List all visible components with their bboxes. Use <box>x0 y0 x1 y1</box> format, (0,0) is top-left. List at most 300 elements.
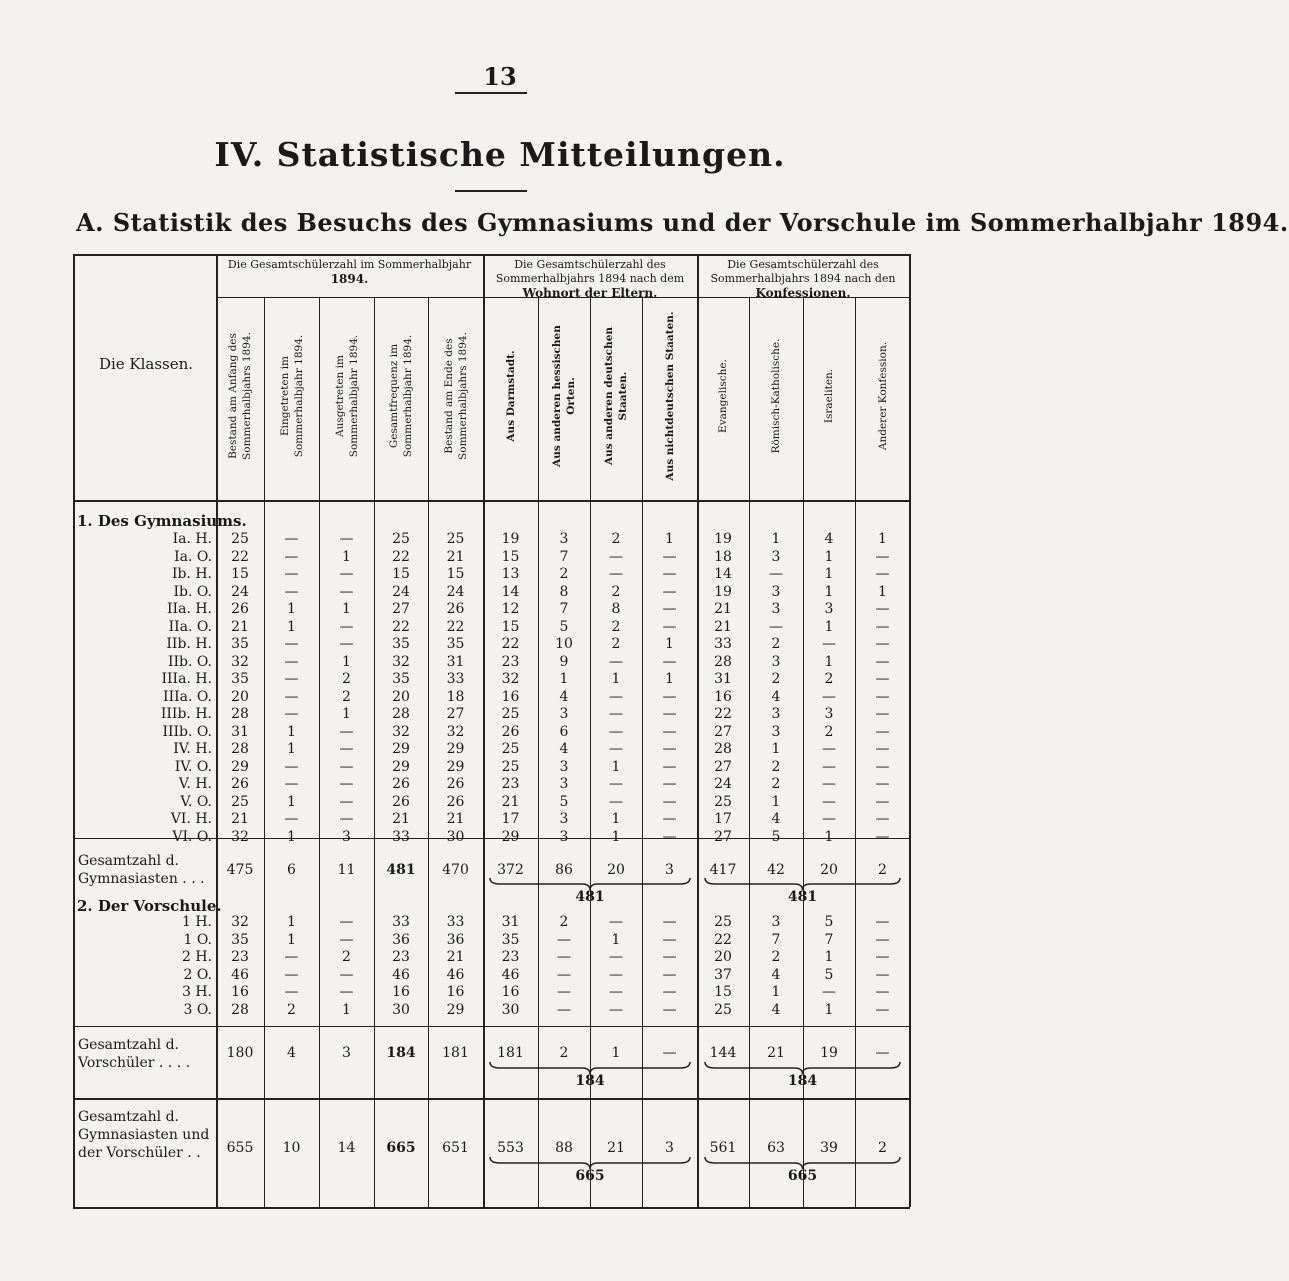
grand-total-cell: 561 <box>709 1140 737 1156</box>
vorschule-section-title: 2. Der Vorschule. <box>77 897 222 915</box>
gym-cell: — <box>662 548 677 565</box>
section-heading: IV. Statistische Mitteilungen. <box>214 135 786 174</box>
gym-cell: 25 <box>501 758 520 775</box>
gym-cell: 26 <box>392 793 410 810</box>
gym-row-label: IV. O. <box>174 758 212 775</box>
gym-cell: 25 <box>714 793 732 810</box>
gym-cell: 3 <box>771 601 781 617</box>
table-title: A. Statistik des Besuchs des Gymnasiums und der Vorschule im Sommerhalbjahr 1894. <box>76 208 1289 237</box>
gym-cell: 3 <box>771 723 781 740</box>
gym-cell: 32 <box>392 723 410 740</box>
pre-row-label: 1 H. <box>181 914 212 930</box>
gym-cell: 9 <box>559 653 569 670</box>
pre-cell: — <box>662 966 677 983</box>
gym-cell: 1 <box>878 531 887 547</box>
gym-cell: 1 <box>824 618 834 635</box>
pre-cell: 2 <box>559 914 569 930</box>
gym-cell: 23 <box>501 653 520 670</box>
gym-cell: 1 <box>342 653 351 670</box>
gym-cell: — <box>662 811 677 827</box>
pre-cell: — <box>875 984 890 1000</box>
gym-cell: 25 <box>392 531 410 547</box>
gym-cell: — <box>662 566 677 582</box>
gym-total-cell: 481 <box>386 862 416 878</box>
gym-cell: 15 <box>501 618 520 635</box>
gym-cell: 2 <box>611 531 621 547</box>
gym-cell: 2 <box>824 723 834 740</box>
gym-cell: 26 <box>392 776 410 792</box>
pre-cell: 1 <box>287 931 296 948</box>
gym-cell: 1 <box>771 531 781 547</box>
gym-cell: — <box>662 776 677 792</box>
gym-cell: — <box>822 758 836 775</box>
gym-residence-sum: 481 <box>575 889 605 905</box>
gym-cell: 10 <box>555 636 573 652</box>
gym-cell: — <box>662 758 677 775</box>
pre-cell: — <box>875 949 890 965</box>
gym-cell: 1 <box>287 741 296 757</box>
gym-cell: — <box>662 706 677 722</box>
gym-cell: 22 <box>231 548 249 565</box>
pre-cell: 2 <box>342 949 351 965</box>
gym-cell: — <box>609 688 623 705</box>
gym-cell: — <box>609 566 623 582</box>
pre-cell: — <box>662 984 677 1000</box>
gym-row-label: Ib. O. <box>173 583 212 600</box>
gym-cell: 1 <box>287 793 296 810</box>
pre-cell: 36 <box>392 931 410 948</box>
gym-cell: 22 <box>501 636 520 652</box>
gym-cell: 3 <box>771 653 781 670</box>
pre-cell: — <box>662 931 677 948</box>
gym-cell: — <box>662 741 677 757</box>
gym-cell: 21 <box>392 811 410 827</box>
pre-cell: 30 <box>392 1001 410 1018</box>
group-header-rule <box>216 297 910 298</box>
pre-cell: 35 <box>501 931 520 948</box>
header-bottom-rule <box>73 500 910 502</box>
column-header-4: Gesamtfrequenz im Sommerhalbjahr 1894. <box>388 334 414 458</box>
gym-cell: 29 <box>446 741 465 757</box>
gym-cell: — <box>822 776 836 792</box>
pre-cell: — <box>339 984 354 1000</box>
column-header-13: Anderer Konfession. <box>876 341 889 451</box>
gym-cell: 1 <box>287 601 296 617</box>
gym-total-cell: 86 <box>555 862 573 878</box>
gym-cell: 1 <box>771 793 781 810</box>
gym-total-cell: 42 <box>767 862 785 878</box>
gym-cell: 24 <box>446 583 465 600</box>
gym-cell: 3 <box>342 828 351 845</box>
gym-cell: 21 <box>446 548 465 565</box>
gym-cell: 1 <box>342 548 351 565</box>
gym-cell: 16 <box>714 688 732 705</box>
gym-cell: 1 <box>611 671 621 687</box>
gym-cell: — <box>662 828 677 845</box>
pre-cell: — <box>875 1001 890 1018</box>
gym-cell: 35 <box>392 671 410 687</box>
gym-cell: 33 <box>714 636 732 652</box>
grand-total-cell: 3 <box>665 1140 674 1156</box>
column-header-1: Bestand am Anfang des Sommerhalbjahrs 1894. <box>227 332 253 460</box>
pre-cell: 46 <box>231 966 249 983</box>
pre-cell: — <box>609 984 623 1000</box>
pre-cell: 1 <box>287 914 296 930</box>
gym-cell: — <box>875 741 890 757</box>
gym-cell: — <box>822 688 836 705</box>
gym-cell: 16 <box>501 688 520 705</box>
gym-cell: — <box>609 706 623 722</box>
pre-cell: 2 <box>771 949 781 965</box>
pre-total-cell: 181 <box>497 1045 524 1061</box>
gym-cell: 1 <box>878 583 887 600</box>
gym-cell: — <box>609 653 623 670</box>
column-header-9: Aus nichtdeutschen Staaten. <box>663 311 676 481</box>
pre-cell: — <box>284 949 299 965</box>
pre-cell: — <box>822 984 836 1000</box>
gym-cell: 30 <box>446 828 465 845</box>
pre-cell: — <box>339 966 354 983</box>
gym-cell: 29 <box>392 741 410 757</box>
gym-cell: — <box>609 793 623 810</box>
grand-total-cell: 14 <box>337 1140 356 1156</box>
pre-cell: 46 <box>392 966 410 983</box>
gym-cell: 1 <box>824 583 834 600</box>
gym-cell: 21 <box>714 601 732 617</box>
gym-cell: 15 <box>231 566 249 582</box>
gym-cell: 29 <box>501 828 520 845</box>
pre-cell: 33 <box>446 914 465 930</box>
gym-cell: 25 <box>501 706 520 722</box>
gym-cell: 27 <box>714 758 732 775</box>
gym-cell: — <box>339 811 354 827</box>
gym-cell: 1 <box>287 828 296 845</box>
pre-cell: — <box>284 966 299 983</box>
gym-cell: 1 <box>665 531 674 547</box>
gym-cell: — <box>769 566 783 582</box>
pre-cell: — <box>609 1001 623 1018</box>
gym-cell: — <box>339 566 354 582</box>
pre-total-cell: 2 <box>559 1045 569 1061</box>
gym-cell: 21 <box>714 618 732 635</box>
gym-cell: 19 <box>501 531 520 547</box>
gym-cell: 3 <box>559 758 569 775</box>
gym-cell: 27 <box>446 706 465 722</box>
gym-row-label: IV. H. <box>173 741 212 757</box>
pre-cell: 1 <box>824 949 834 965</box>
gym-cell: 13 <box>501 566 520 582</box>
gym-total-cell: 2 <box>878 862 887 878</box>
gymnasium-total-label: Gesamtzahl d. Gymnasiasten . . . <box>78 853 205 887</box>
gym-cell: 6 <box>559 723 569 740</box>
gym-cell: 33 <box>446 671 465 687</box>
gym-cell: 23 <box>501 776 520 792</box>
gym-cell: 1 <box>771 741 781 757</box>
gym-row-label: V. O. <box>180 793 212 810</box>
gym-cell: 3 <box>559 776 569 792</box>
gym-cell: 20 <box>392 688 410 705</box>
gym-cell: 22 <box>392 618 410 635</box>
grand-total-cell: 2 <box>878 1140 887 1156</box>
gym-cell: 22 <box>446 618 465 635</box>
gym-cell: 5 <box>771 828 781 845</box>
column-header-8: Aus anderen deutschen Staaten. <box>603 326 629 466</box>
pre-cell: — <box>557 966 571 983</box>
gym-cell: 25 <box>501 741 520 757</box>
gym-total-cell: 475 <box>226 862 254 878</box>
gym-cell: 22 <box>392 548 410 565</box>
pre-cell: — <box>662 1001 677 1018</box>
pre-cell: 32 <box>231 914 249 930</box>
gym-cell: 14 <box>501 583 520 600</box>
pre-total-cell: 1 <box>611 1045 621 1061</box>
grand-total-cell: 10 <box>282 1140 301 1156</box>
pre-total-cell: 181 <box>442 1045 469 1061</box>
table-left-rule <box>73 254 75 1207</box>
gym-cell: — <box>875 636 890 652</box>
pre-cell: 1 <box>611 931 621 948</box>
gym-cell: 2 <box>611 583 621 600</box>
gym-cell: 1 <box>611 811 621 827</box>
gym-cell: 35 <box>392 636 410 652</box>
gym-cell: 32 <box>501 671 520 687</box>
gym-cell: — <box>662 583 677 600</box>
pre-total-cell: 19 <box>820 1045 838 1061</box>
pre-cell: — <box>557 949 571 965</box>
gym-cell: — <box>609 741 623 757</box>
gym-cell: — <box>339 618 354 635</box>
column-header-3: Ausgetreten im Sommerhalbjahr 1894. <box>333 334 360 458</box>
pre-confession-sum: 184 <box>787 1073 818 1089</box>
pre-cell: — <box>557 984 571 1000</box>
gym-cell: 29 <box>231 758 249 775</box>
gym-cell: 3 <box>559 828 569 845</box>
gym-cell: 15 <box>392 566 410 582</box>
pre-cell: 25 <box>714 1001 732 1018</box>
gym-cell: — <box>875 828 890 845</box>
pre-cell: — <box>662 949 677 965</box>
gym-cell: 1 <box>824 828 834 845</box>
gym-cell: 21 <box>231 618 249 635</box>
gymnasium-section-title: 1. Des Gymnasiums. <box>77 512 247 530</box>
gym-cell: — <box>662 688 677 705</box>
gym-cell: 2 <box>771 636 781 652</box>
pre-cell: — <box>339 914 354 930</box>
gym-cell: 21 <box>501 793 520 810</box>
gym-cell: 35 <box>231 671 249 687</box>
gym-cell: — <box>284 531 299 547</box>
gym-cell: 26 <box>446 776 465 792</box>
gym-cell: — <box>875 688 890 705</box>
pre-cell: — <box>609 966 623 983</box>
gym-row-label: Ib. H. <box>171 566 212 582</box>
grand-total-cell: 655 <box>226 1140 254 1156</box>
gym-cell: 25 <box>446 531 465 547</box>
gym-cell: 19 <box>714 583 732 600</box>
gym-total-cell: 470 <box>442 862 469 878</box>
gym-cell: 1 <box>342 601 351 617</box>
gym-cell: 24 <box>714 776 732 792</box>
vorschule-total-label: Gesamtzahl d. Vorschüler . . . . <box>78 1037 191 1071</box>
pre-cell: 1 <box>824 1001 834 1018</box>
table-bottom-rule <box>73 1207 910 1209</box>
gym-cell: — <box>769 618 783 635</box>
gym-row-label: IIIb. O. <box>162 723 212 740</box>
gym-cell: 35 <box>231 636 249 652</box>
pre-residence-sum: 184 <box>575 1073 605 1089</box>
gym-cell: — <box>662 793 677 810</box>
gym-cell: 5 <box>559 618 569 635</box>
grand-confession-sum: 665 <box>787 1168 818 1184</box>
gym-cell: 3 <box>559 811 569 827</box>
gym-cell: 22 <box>714 706 732 722</box>
gym-cell: — <box>875 793 890 810</box>
pre-cell: 7 <box>824 931 834 948</box>
gym-cell: 31 <box>714 671 732 687</box>
gym-cell: — <box>284 811 299 827</box>
column-header-2: Eingetreten im Sommerhalbjahr 1894. <box>278 334 305 458</box>
gym-row-label: V. H. <box>178 776 212 792</box>
gym-total-cell: 6 <box>287 862 296 878</box>
pre-cell: — <box>875 966 890 983</box>
gym-cell: — <box>662 723 677 740</box>
gym-cell: 28 <box>231 741 249 757</box>
gym-total-cell: 417 <box>709 862 737 878</box>
gym-cell: 17 <box>714 811 732 827</box>
gym-cell: — <box>875 601 890 617</box>
gym-cell: 27 <box>714 723 732 740</box>
gym-cell: 4 <box>824 531 834 547</box>
gym-cell: 33 <box>392 828 410 845</box>
pre-cell: 30 <box>501 1001 520 1018</box>
pre-cell: 16 <box>231 984 249 1000</box>
gym-cell: 26 <box>231 776 249 792</box>
gym-cell: — <box>662 653 677 670</box>
gym-cell: 12 <box>501 601 520 617</box>
gym-cell: 2 <box>342 671 351 687</box>
gym-row-label: VI. H. <box>170 811 212 827</box>
gym-cell: — <box>609 548 623 565</box>
gym-cell: 15 <box>446 566 465 582</box>
pre-row-label: 1 O. <box>183 931 212 948</box>
gym-cell: 2 <box>342 688 351 705</box>
gym-cell: 1 <box>824 653 834 670</box>
gym-cell: 3 <box>559 706 569 722</box>
gym-cell: 25 <box>231 793 249 810</box>
pre-cell: 16 <box>392 984 410 1000</box>
gym-cell: 17 <box>501 811 520 827</box>
table-top-rule <box>73 254 910 256</box>
gym-cell: 24 <box>231 583 249 600</box>
gym-cell: — <box>875 723 890 740</box>
gym-cell: 7 <box>559 601 569 617</box>
gym-total-cell: 3 <box>665 862 674 878</box>
column-header-7: Aus anderen hessischen Orten. <box>551 325 577 467</box>
gym-cell: 19 <box>714 531 732 547</box>
gym-row-label: IIb. O. <box>167 653 212 670</box>
gym-cell: — <box>339 723 354 740</box>
gym-cell: — <box>875 811 890 827</box>
pre-cell: — <box>662 914 677 930</box>
group-header-residence: Die Gesamtschülerzahl des Sommerhalbjahrs 1894 nach dem Wohnort der Eltern. <box>495 258 685 300</box>
grand-total-cell: 88 <box>555 1140 573 1156</box>
pre-cell: 4 <box>771 966 781 983</box>
grand-total-cell: 553 <box>497 1140 524 1156</box>
gym-cell: 1 <box>611 758 621 775</box>
gym-cell: 4 <box>771 688 781 705</box>
grand-total-cell: 63 <box>767 1140 785 1156</box>
pre-cell: 36 <box>446 931 465 948</box>
gym-cell: 4 <box>771 811 781 827</box>
gym-cell: — <box>284 671 299 687</box>
gym-cell: 32 <box>446 723 465 740</box>
pre-row-label: 3 H. <box>181 984 212 1000</box>
pre-cell: — <box>875 931 890 948</box>
pre-total-cell: 180 <box>226 1045 254 1061</box>
gym-total-cell: 372 <box>497 862 524 878</box>
gym-cell: 1 <box>287 618 296 635</box>
pre-cell: — <box>339 931 354 948</box>
gym-cell: — <box>284 548 299 565</box>
gym-cell: 26 <box>446 601 465 617</box>
gym-row-label: VI. O. <box>172 828 212 845</box>
gym-cell: 2 <box>824 671 834 687</box>
gym-cell: 18 <box>446 688 465 705</box>
gym-cell: 1 <box>824 548 834 565</box>
gym-cell: 26 <box>446 793 465 810</box>
gym-row-label: Ia. O. <box>174 548 212 565</box>
gym-cell: 2 <box>771 758 781 775</box>
pre-cell: 23 <box>501 949 520 965</box>
gym-cell: 2 <box>611 636 621 652</box>
gym-cell: 32 <box>392 653 410 670</box>
gym-cell: 27 <box>714 828 732 845</box>
pre-total-cell: 3 <box>342 1045 351 1061</box>
gym-cell: 2 <box>611 618 621 635</box>
pre-cell: 37 <box>714 966 732 983</box>
pre-total-cell: — <box>662 1045 677 1061</box>
gym-row-label: IIIa. H. <box>161 671 212 687</box>
gym-cell: 35 <box>446 636 465 652</box>
gym-cell: 5 <box>559 793 569 810</box>
gym-cell: — <box>339 793 354 810</box>
pre-row-label: 3 O. <box>183 1001 212 1018</box>
pre-cell: 23 <box>231 949 249 965</box>
gym-cell: — <box>875 566 890 582</box>
pre-total-cell: — <box>875 1045 890 1061</box>
column-header-10: Evangelische. <box>717 359 729 433</box>
gym-cell: — <box>339 583 354 600</box>
gym-cell: 26 <box>231 601 249 617</box>
gym-cell: 26 <box>501 723 520 740</box>
gym-cell: — <box>662 618 677 635</box>
pre-cell: 3 <box>771 914 781 930</box>
gym-row-label: IIIa. O. <box>163 688 212 705</box>
gym-cell: 31 <box>231 723 249 740</box>
gym-cell: 28 <box>392 706 410 722</box>
gym-cell: 8 <box>559 583 569 600</box>
pre-cell: 23 <box>392 949 410 965</box>
gym-cell: 18 <box>714 548 732 565</box>
gym-cell: — <box>609 723 623 740</box>
page-number: 13 <box>483 62 517 91</box>
gym-cell: — <box>339 636 354 652</box>
gym-total-cell: 11 <box>337 862 356 878</box>
pre-total-cell: 184 <box>386 1045 416 1061</box>
gym-cell: — <box>609 776 623 792</box>
gym-cell: — <box>284 636 299 652</box>
gym-cell: — <box>822 811 836 827</box>
